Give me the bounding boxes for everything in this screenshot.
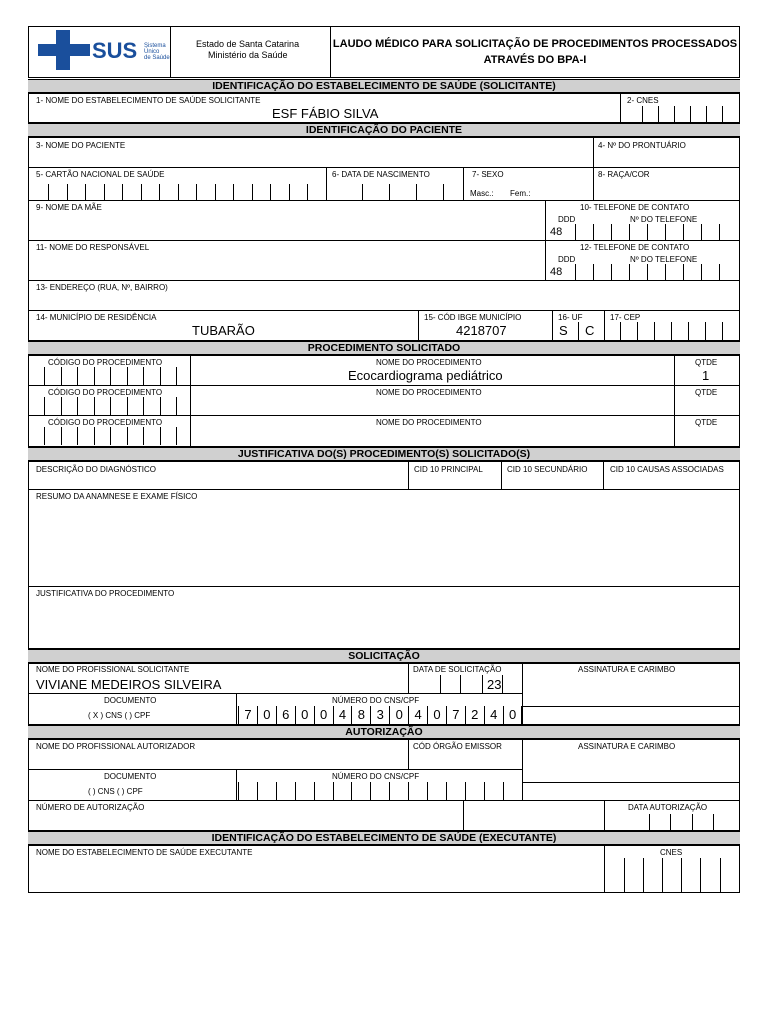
request-date-value[interactable]: 23 bbox=[487, 677, 502, 692]
procedure-1-name[interactable]: Ecocardiograma pediátrico bbox=[348, 368, 503, 383]
cns-digit[interactable]: 4 bbox=[490, 707, 498, 722]
proc-code-label: CÓDIGO DO PROCEDIMENTO bbox=[48, 358, 163, 367]
form-title: LAUDO MÉDICO PARA SOLICITAÇÃO DE PROCEDIMENTOS PROCESSADOS ATRAVÉS DO BPA-I bbox=[332, 38, 738, 66]
section-heading-paciente: IDENTIFICAÇÃO DO PACIENTE bbox=[28, 123, 740, 137]
section-heading-procedimento: PROCEDIMENTO SOLICITADO bbox=[28, 341, 740, 355]
establishment-name-value[interactable]: ESF FÁBIO SILVA bbox=[272, 106, 379, 121]
cns-digit[interactable]: 0 bbox=[301, 707, 309, 722]
uf-letter-1[interactable]: S bbox=[559, 323, 568, 338]
requesting-professional-value[interactable]: VIVIANE MEDEIROS SILVEIRA bbox=[36, 677, 222, 692]
uf-letter-2[interactable]: C bbox=[585, 323, 595, 338]
responsible-phone-ddd[interactable]: 48 bbox=[550, 266, 563, 278]
municipality-value[interactable]: TUBARÃO bbox=[192, 323, 255, 338]
section-heading-solicitante: IDENTIFICAÇÃO DO ESTABELECIMENTO DE SAÚDE (SOLICITANTE) bbox=[28, 79, 740, 93]
proc-qtde-label: QTDE bbox=[695, 418, 718, 427]
section-heading-solicitacao: SOLICITAÇÃO bbox=[28, 649, 740, 663]
ministry-name: Ministério da Saúde bbox=[208, 50, 288, 60]
cns-digit[interactable]: 0 bbox=[395, 707, 403, 722]
cns-digit[interactable]: 0 bbox=[433, 707, 441, 722]
proc-name-label: NOME DO PROCEDIMENTO bbox=[376, 358, 482, 367]
sus-logo: SUS bbox=[92, 38, 138, 63]
proc-name-label: NOME DO PROCEDIMENTO bbox=[376, 388, 482, 397]
cns-digit[interactable]: 8 bbox=[357, 707, 365, 722]
cns-digit[interactable]: 2 bbox=[471, 707, 479, 722]
sus-logo-sub: Sistema Único de Saúde bbox=[144, 43, 170, 61]
cns-digit[interactable]: 4 bbox=[414, 707, 422, 722]
cns-digit[interactable]: 4 bbox=[338, 707, 347, 722]
cns-digit[interactable]: 7 bbox=[244, 707, 252, 722]
cns-digit[interactable]: 6 bbox=[282, 707, 290, 722]
mother-phone-ddd[interactable]: 48 bbox=[550, 226, 563, 238]
cns-digit[interactable]: 0 bbox=[263, 707, 271, 722]
proc-qtde-label: QTDE bbox=[695, 388, 718, 397]
proc-qtde-label: QTDE bbox=[695, 358, 718, 367]
section-heading-autorizacao: AUTORIZAÇÃO bbox=[28, 725, 740, 739]
proc-name-label: NOME DO PROCEDIMENTO bbox=[376, 418, 482, 427]
document-type-options[interactable]: ( X ) CNS ( ) CPF bbox=[88, 711, 151, 720]
ibge-code-value[interactable]: 4218707 bbox=[456, 323, 507, 338]
state-name: Estado de Santa Catarina bbox=[196, 39, 300, 49]
sus-cross-icon bbox=[36, 28, 92, 72]
proc-code-label: CÓDIGO DO PROCEDIMENTO bbox=[48, 418, 163, 427]
section-heading-executante: IDENTIFICAÇÃO DO ESTABELECIMENTO DE SAÚDE (EXECUTANTE) bbox=[28, 831, 740, 845]
section-heading-justificativa: JUSTIFICATIVA DO(S) PROCEDIMENTO(S) SOLICITADO(S) bbox=[28, 447, 740, 461]
cns-digit[interactable]: 7 bbox=[452, 707, 460, 722]
cns-digit[interactable]: 3 bbox=[376, 707, 384, 722]
cns-digit[interactable]: 0 bbox=[319, 707, 328, 722]
proc-code-label: CÓDIGO DO PROCEDIMENTO bbox=[48, 388, 163, 397]
cns-digit[interactable]: 0 bbox=[508, 707, 517, 722]
auth-document-type-options[interactable]: ( ) CNS ( ) CPF bbox=[88, 787, 143, 796]
procedure-1-qtde[interactable]: 1 bbox=[702, 368, 710, 383]
